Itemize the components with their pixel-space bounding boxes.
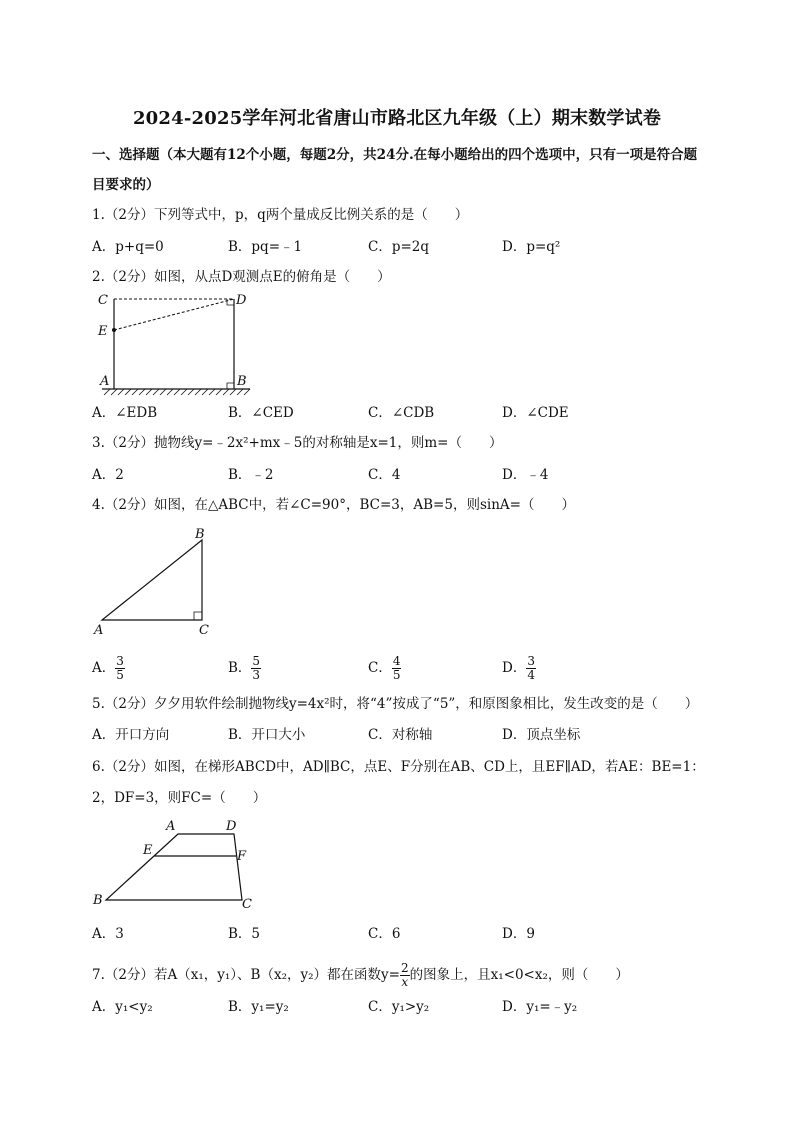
question-2-text: 2.（2分）如图，从点D观测点E的俯角是（ ） — [92, 269, 391, 285]
fraction-numerator: 2 — [400, 961, 409, 975]
q2-option-c: C．∠CDB — [368, 405, 435, 421]
q7-text-after: 的图象上，且x₁<0<x₂，则（ ） — [409, 967, 629, 983]
q6-option-b: B．5 — [228, 926, 261, 942]
q7-option-b: B．y₁=y₂ — [228, 999, 289, 1015]
fraction-denominator: 4 — [527, 668, 535, 682]
q4-option-d-fraction — [526, 655, 536, 682]
q6-option-c: C．6 — [368, 926, 401, 942]
fraction-numerator: 3 — [116, 654, 124, 668]
q4-option-a-letter: A． — [92, 660, 116, 676]
q4-option-a — [92, 655, 125, 682]
q6-option-a: A．3 — [92, 926, 124, 942]
segment-ED-dashed — [114, 299, 234, 330]
triangle-ABC — [102, 540, 202, 620]
label-E: E — [143, 843, 153, 858]
label-C: C — [242, 897, 252, 912]
label-E: E — [98, 324, 108, 339]
section-heading-line1: 一、选择题（本大题有12个小题，每题2分，共24分.在每小题给出的四个选项中，只有一项是符合题 — [92, 147, 698, 163]
q2-option-a: A．∠EDB — [92, 405, 158, 421]
q7-option-c: C．y₁>y₂ — [368, 999, 430, 1015]
q5-option-c: C．对称轴 — [368, 727, 433, 743]
fraction-numerator: 4 — [392, 654, 401, 668]
q1-option-c: C．p=2q — [368, 239, 430, 255]
question-7-text — [92, 962, 629, 989]
q2-option-d: D．∠CDE — [502, 405, 569, 421]
q4-option-c — [368, 655, 401, 682]
q1-option-a: A．p+q=0 — [92, 239, 164, 255]
q7-text-before: 7.（2分）若A（x₁，y₁）、B（x₂，y₂）都在函数y= — [92, 967, 400, 983]
right-angle-mark-B — [227, 383, 234, 389]
section-heading-line2: 目要求的） — [92, 177, 160, 193]
ground-hatching — [104, 389, 250, 395]
fraction-denominator: 5 — [392, 668, 401, 682]
page-title: 2024-2025学年河北省唐山市路北区九年级（上）期末数学试卷 — [132, 108, 662, 129]
label-B: B — [93, 893, 103, 908]
q6-option-d: D．9 — [502, 926, 535, 942]
fraction-numerator: 5 — [252, 654, 261, 668]
q4-option-b — [228, 655, 261, 682]
question-4-text: 4.（2分）如图，在△ABC中，若∠C=90°，BC=3，AB=5，则sinA=（ ） — [92, 497, 575, 513]
fraction-denominator: 3 — [252, 668, 261, 682]
q4-option-d-letter: D． — [502, 660, 527, 676]
q4-option-b-letter: B． — [228, 660, 252, 676]
q7-option-d: D．y₁=﹣y₂ — [502, 999, 578, 1015]
q3-option-d: D．﹣4 — [502, 467, 549, 483]
q4-option-c-letter: C． — [368, 660, 392, 676]
q4-option-b-fraction — [251, 655, 261, 682]
q4-option-a-fraction — [115, 655, 125, 682]
label-F: F — [237, 849, 247, 864]
question-1-text: 1.（2分）下列等式中，p，q两个量成反比例关系的是（ ） — [92, 207, 469, 223]
q7-option-a: A．y₁<y₂ — [92, 999, 153, 1015]
q5-option-b: B．开口大小 — [228, 727, 306, 743]
q2-option-b: B．∠CED — [228, 405, 294, 421]
q4-option-c-fraction — [392, 655, 402, 682]
q4-option-d — [502, 655, 536, 682]
q3-option-c: C．4 — [368, 467, 401, 483]
point-E — [112, 328, 116, 332]
label-D: D — [226, 819, 237, 834]
q6-figure-trapezoid — [90, 816, 260, 912]
question-3-text: 3.（2分）抛物线y=﹣2x²+mx﹣5的对称轴是x=1，则m=（ ） — [92, 435, 503, 451]
label-C: C — [199, 623, 209, 638]
q7-fraction — [400, 962, 410, 989]
fraction-numerator: 3 — [527, 654, 535, 668]
question-6-text-line2: 2，DF=3，则FC=（ ） — [92, 790, 267, 806]
q2-figure-rectangle — [92, 288, 262, 398]
label-B: B — [195, 527, 205, 542]
q4-figure-right-triangle — [88, 524, 222, 642]
question-6-text-line1: 6.（2分）如图，在梯形ABCD中，AD∥BC，点E、F分别在AB、CD上，且EF∥AD，若AE：BE=1： — [92, 759, 705, 775]
fraction-denominator: x — [401, 975, 409, 989]
question-5-text: 5.（2分）夕夕用软件绘制抛物线y=4x²时，将“4”按成了“5”，和原图象相比，发生改变的是（ ） — [92, 696, 699, 712]
q5-option-d: D．顶点坐标 — [502, 727, 581, 743]
fraction-denominator: 5 — [116, 668, 124, 682]
q3-option-b: B．﹣2 — [228, 467, 274, 483]
q1-option-b: B．pq=﹣1 — [228, 239, 303, 255]
label-A: A — [94, 623, 104, 638]
q5-option-a: A．开口方向 — [92, 727, 170, 743]
trapezoid-ABCD — [106, 834, 242, 900]
label-A: A — [166, 819, 176, 834]
label-C: C — [98, 293, 108, 308]
label-D: D — [236, 293, 247, 308]
q1-option-d: D．p=q² — [502, 239, 561, 255]
right-angle-mark-C — [194, 612, 202, 620]
label-A: A — [100, 374, 110, 389]
q3-option-a: A．2 — [92, 467, 124, 483]
label-B: B — [237, 374, 247, 389]
